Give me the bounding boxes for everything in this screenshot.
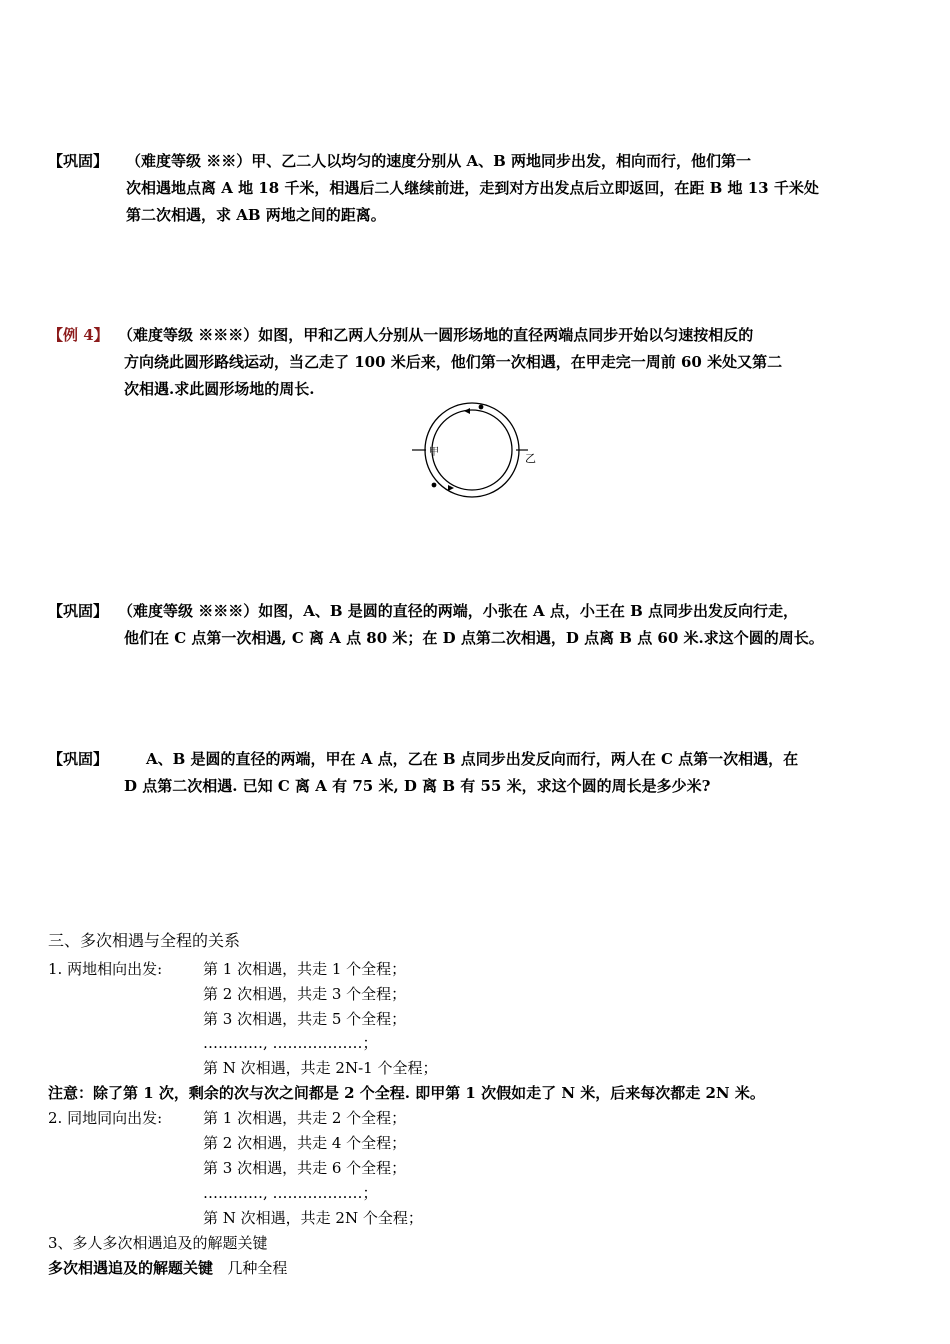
note: 注意：除了第 1 次，剩余的次与次之间都是 2 个全程. 即甲第 1 次假如走了 N 米，后来每次都走 2N 米。: [48, 1084, 765, 1102]
item-3: 3、多人多次相遇追及的解题关键: [48, 1234, 268, 1252]
problem-line: D 点第二次相遇. 已知 C 离 A 有 75 米, D 离 B 有 55 米，求这个圆的周长是多少米?: [124, 777, 711, 795]
arrow-inner-top: [464, 408, 470, 414]
section-title: 三、多次相遇与全程的关系: [48, 931, 241, 950]
list-item: 第 N 次相遇，共走 2N 个全程；: [203, 1209, 423, 1227]
key-bold: 多次相遇追及的解题关键: [48, 1259, 214, 1277]
list-item: 第 2 次相遇，共走 3 个全程；: [203, 985, 407, 1003]
list-item: 第 3 次相遇，共走 6 个全程；: [203, 1159, 407, 1177]
list-item: …………, ………………；: [203, 1034, 378, 1052]
label-yi: 乙: [525, 452, 536, 465]
problem-line: 次相遇地点离 A 地 18 千米，相遇后二人继续前进，走到对方出发点后立即返回，在距 B 地 13 千米处: [126, 179, 819, 197]
list-item: 第 N 次相遇，共走 2N-1 个全程；: [203, 1059, 438, 1077]
item-2-prefix: 2. 同地同向出发:: [48, 1109, 163, 1127]
problem-line: A、B 是圆的直径的两端，甲在 A 点，乙在 B 点同步出发反向而行，两人在 C 点第一次相遇，在: [146, 750, 799, 768]
key-line: [48, 1257, 287, 1278]
inner-track: [432, 410, 512, 490]
problem-line: 次相遇.求此圆形场地的周长.: [124, 380, 315, 398]
item-1-prefix: 1. 两地相向出发:: [48, 960, 163, 978]
problem-line: （难度等级 ※※※）如图，甲和乙两人分别从一圆形场地的直径两端点同步开始以匀速按相反的: [118, 326, 754, 344]
circular-track-figure: [410, 395, 540, 505]
problem-line: （难度等级 ※※）甲、乙二人以均匀的速度分别从 A、B 两地同步出发，相向而行，他们第一: [126, 152, 751, 170]
outer-track: [425, 403, 519, 497]
list-item: 第 1 次相遇，共走 2 个全程；: [203, 1109, 407, 1127]
problem-line: 第二次相遇，求 AB 两地之间的距离。: [126, 206, 386, 224]
problem-line: 方向绕此圆形路线运动，当乙走了 100 米后来，他们第一次相遇，在甲走完一周前 60 米处又第二: [124, 353, 783, 371]
problem-line: 他们在 C 点第一次相遇, C 离 A 点 80 米；在 D 点第二次相遇，D 点离 B 点 60 米.求这个圆的周长。: [124, 629, 824, 647]
key-rest: 几种全程: [227, 1259, 288, 1277]
list-item: 第 1 次相遇，共走 1 个全程；: [203, 960, 407, 978]
list-item: 第 3 次相遇，共走 5 个全程；: [203, 1010, 407, 1028]
problem-tag: 【巩固】: [48, 750, 109, 768]
label-jia: 甲: [429, 447, 439, 458]
meeting-point-1: [479, 405, 484, 410]
meeting-point-2: [432, 483, 437, 488]
list-item: 第 2 次相遇，共走 4 个全程；: [203, 1134, 407, 1152]
problem-tag: 【例 4】: [48, 326, 109, 344]
problem-tag: 【巩固】: [48, 602, 109, 620]
problem-line: （难度等级 ※※※）如图，A、B 是圆的直径的两端，小张在 A 点，小王在 B 点同步出发反向行走，: [118, 602, 798, 620]
problem-tag: 【巩固】: [48, 152, 109, 170]
list-item: …………, ………………；: [203, 1184, 378, 1202]
